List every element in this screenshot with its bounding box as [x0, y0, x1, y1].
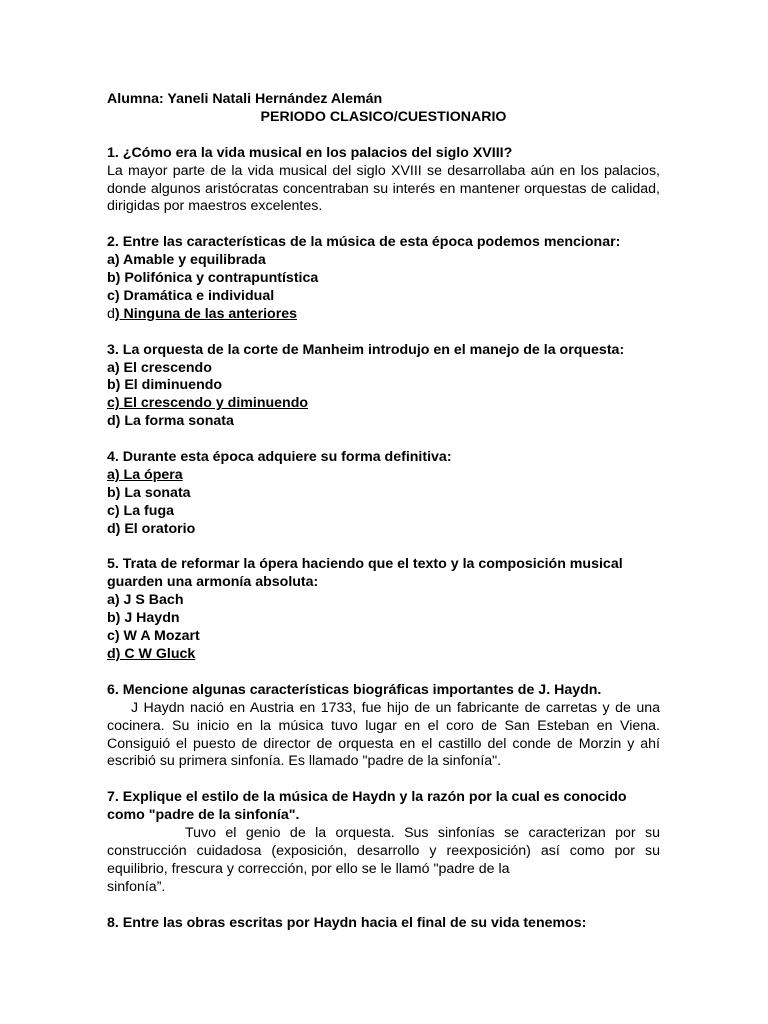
question-7-line-1: 7. Explique el estilo de la música de Haydn y la razón por la cual es conocido — [107, 789, 627, 806]
question-5-line-2: guarden una armonía absoluta: — [107, 574, 319, 591]
question-1: 1. ¿Cómo era la vida musical en los palacios del siglo XVIII? — [107, 144, 513, 161]
option-4c: c) La fuga — [107, 502, 175, 519]
question-3: 3. La orquesta de la corte de Manheim introdujo en el manejo de la orquesta: — [107, 341, 625, 358]
spacer — [107, 897, 660, 915]
answer-1: La mayor parte de la vida musical del siglo XVIII se desarrollaba aún en los palacios, donde algunos aristócratas concentraban su interés en mantener orquestas de calidad, dirigidas por maestros excelentes. — [107, 162, 660, 215]
spacer — [107, 664, 660, 682]
question-6: 6. Mencione algunas características biográficas importantes de J. Haydn. — [107, 681, 602, 698]
spacer — [107, 324, 660, 342]
option-5b: b) J Haydn — [107, 610, 180, 627]
option-2d-text-selected: ) Ninguna de las anteriores — [114, 305, 298, 322]
option-4d: d) El oratorio — [107, 520, 196, 537]
spacer — [107, 431, 660, 449]
question-2: 2. Entre las características de la música de esta época podemos mencionar: — [107, 234, 621, 251]
question-5-line-1: 5. Trata de reformar la ópera haciendo que el texto y la composición musical — [107, 556, 623, 573]
option-3a: a) El crescendo — [107, 359, 212, 376]
option-4a-selected: a) La ópera — [107, 466, 183, 483]
option-2d-letter: d — [107, 305, 115, 322]
question-4: 4. Durante esta época adquiere su forma definitiva: — [107, 449, 452, 466]
option-2b: b) Polifónica y contrapuntística — [107, 270, 319, 287]
spacer — [107, 216, 660, 234]
document-title: PERIODO CLASICO/CUESTIONARIO — [260, 108, 507, 125]
option-3b: b) El diminuendo — [107, 377, 223, 394]
option-3c-selected: c) El crescendo y diminuendo — [107, 395, 309, 412]
option-5c: c) W A Mozart — [107, 628, 200, 645]
option-5a: a) J S Bach — [107, 592, 184, 609]
option-2a: a) Amable y equilibrada — [107, 252, 266, 269]
spacer — [107, 539, 660, 557]
spacer — [107, 771, 660, 789]
answer-7-end: sinfonía”. — [107, 878, 166, 895]
option-2d — [107, 306, 660, 324]
question-7-line-2: como "padre de la sinfonía". — [107, 807, 300, 824]
spacer — [107, 127, 660, 145]
question-8: 8. Entre las obras escritas por Haydn hacia el final de su vida tenemos: — [107, 914, 587, 931]
option-3d: d) La forma sonata — [107, 413, 234, 430]
answer-7: Tuvo el genio de la orquesta. Sus sinfonías se caracterizan por su construcción cuidadosa (exposición, desarrollo y reexposición) así como por su equilibrio, frescura y corrección, por ello se le llamó "padre de la — [107, 825, 660, 877]
document-page — [107, 91, 660, 932]
option-5d-selected: d) C W Gluck — [107, 646, 196, 663]
option-2c: c) Dramática e individual — [107, 287, 275, 304]
student-name: Alumna: Yaneli Natali Hernández Alemán — [107, 91, 383, 107]
answer-6: J Haydn nació en Austria en 1733, fue hijo de un fabricante de carretas y de una cocinera. Su inicio en la música tuvo lugar en el coro de San Esteban en Viena. Consiguió el puesto de director de orquesta en el castillo del conde de Morzin y ahí escribió su primera sinfonía. Es llamado "padre de la sinfonía". — [107, 699, 660, 770]
option-4b: b) La sonata — [107, 484, 191, 501]
